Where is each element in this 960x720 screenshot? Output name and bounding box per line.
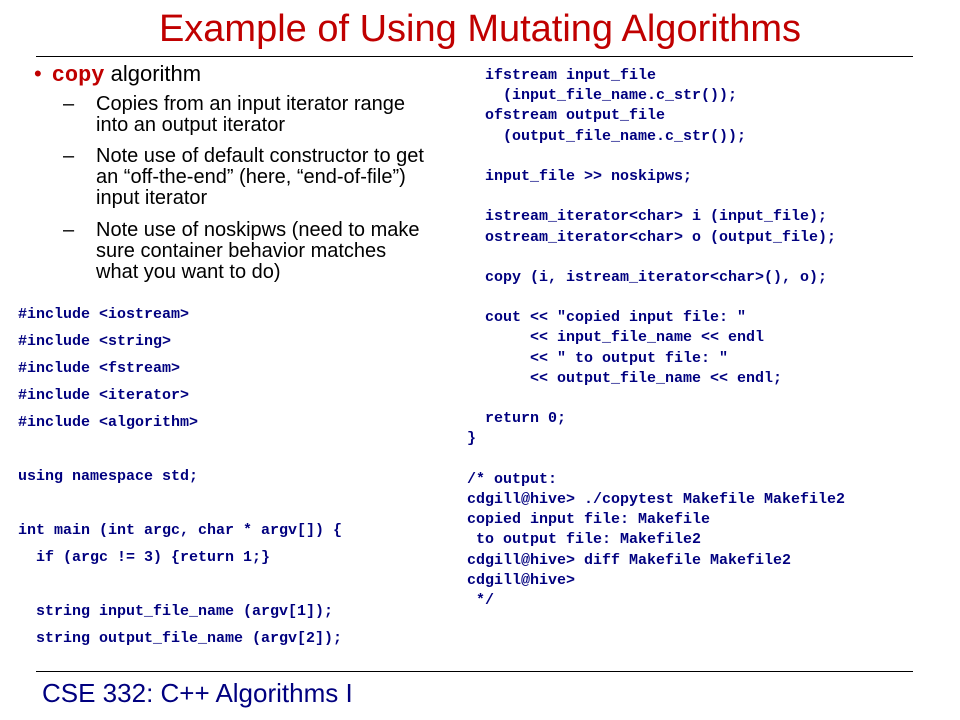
code-block-right (467, 66, 845, 611)
code-line: #include <string> (18, 333, 172, 350)
code-line: #include <fstream> (18, 360, 181, 377)
code-line: << " to output file: " (467, 349, 729, 367)
code-line: ifstream input_file (467, 67, 657, 84)
subpoint-dash: – (63, 93, 75, 115)
subpoint-dash: – (63, 219, 75, 241)
code-line (467, 187, 845, 207)
code-line (467, 288, 845, 308)
title-divider (36, 56, 913, 57)
code-line: #include <iostream> (18, 306, 190, 323)
subpoint-text: Note use of noskipws (need to make sure container behavior matches what you want to do) (96, 219, 420, 283)
code-line: copy (i, istream_iterator<char>(), o); (467, 268, 828, 286)
subpoint-text: Copies from an input iterator range into an output iterator (96, 93, 406, 136)
code-line: } (467, 430, 477, 448)
code-line: (output_file_name.c_str()); (467, 127, 747, 145)
code-line: #include <iterator> (18, 387, 190, 404)
code-line: << output_file_name << endl; (467, 369, 783, 387)
subpoint-copies (63, 94, 433, 136)
subpoint-noskipws (63, 220, 433, 283)
bullet-marker: • (34, 61, 42, 86)
code-line: if (argc != 3) {return 1;} (18, 549, 271, 566)
code-line: string output_file_name (argv[2]); (18, 630, 343, 647)
code-line (18, 571, 342, 598)
footer-divider (36, 671, 913, 672)
code-line: int main (int argc, char * argv[]) { (18, 522, 343, 539)
subpoint-dash: – (63, 145, 75, 167)
code-line: to output file: Makefile2 (467, 531, 702, 549)
subpoint-text: Note use of default constructor to get an “off-the-end” (here, “end-of-file”) input iterator (96, 145, 424, 209)
code-line: #include <algorithm> (18, 414, 199, 431)
code-line (18, 436, 342, 463)
code-line: cout << "copied input file: " (467, 309, 747, 327)
code-block-left (18, 301, 342, 652)
code-line: cdgill@hive> diff Makefile Makefile2 (467, 551, 792, 569)
code-line: (input_file_name.c_str()); (467, 87, 738, 105)
bullet-copy-algorithm (34, 61, 201, 89)
code-line: using namespace std; (18, 468, 199, 485)
code-line: cdgill@hive> ./copytest Makefile Makefile2 (467, 490, 846, 508)
slide-footer: CSE 332: C++ Algorithms I (42, 678, 353, 708)
code-line: /* output: (467, 470, 558, 488)
code-line (467, 248, 845, 268)
code-line: input_file >> noskipws; (467, 167, 693, 185)
code-line (467, 450, 845, 470)
code-line (467, 389, 845, 409)
code-line: ofstream output_file (467, 107, 666, 125)
code-line: << input_file_name << endl (467, 329, 765, 347)
code-line (18, 490, 342, 517)
code-line: cdgill@hive> (467, 571, 576, 589)
bullet-text: algorithm (104, 61, 202, 86)
code-line (467, 147, 845, 167)
copy-keyword: copy (51, 63, 105, 88)
subpoint-default-constructor (63, 146, 433, 209)
code-line: string input_file_name (argv[1]); (18, 603, 334, 620)
code-line: return 0; (467, 410, 567, 428)
slide-title: Example of Using Mutating Algorithms (158, 8, 802, 50)
code-line: */ (467, 591, 495, 609)
code-line: ostream_iterator<char> o (output_file); (467, 228, 837, 246)
code-line: copied input file: Makefile (467, 511, 711, 529)
code-line: istream_iterator<char> i (input_file); (467, 208, 828, 226)
